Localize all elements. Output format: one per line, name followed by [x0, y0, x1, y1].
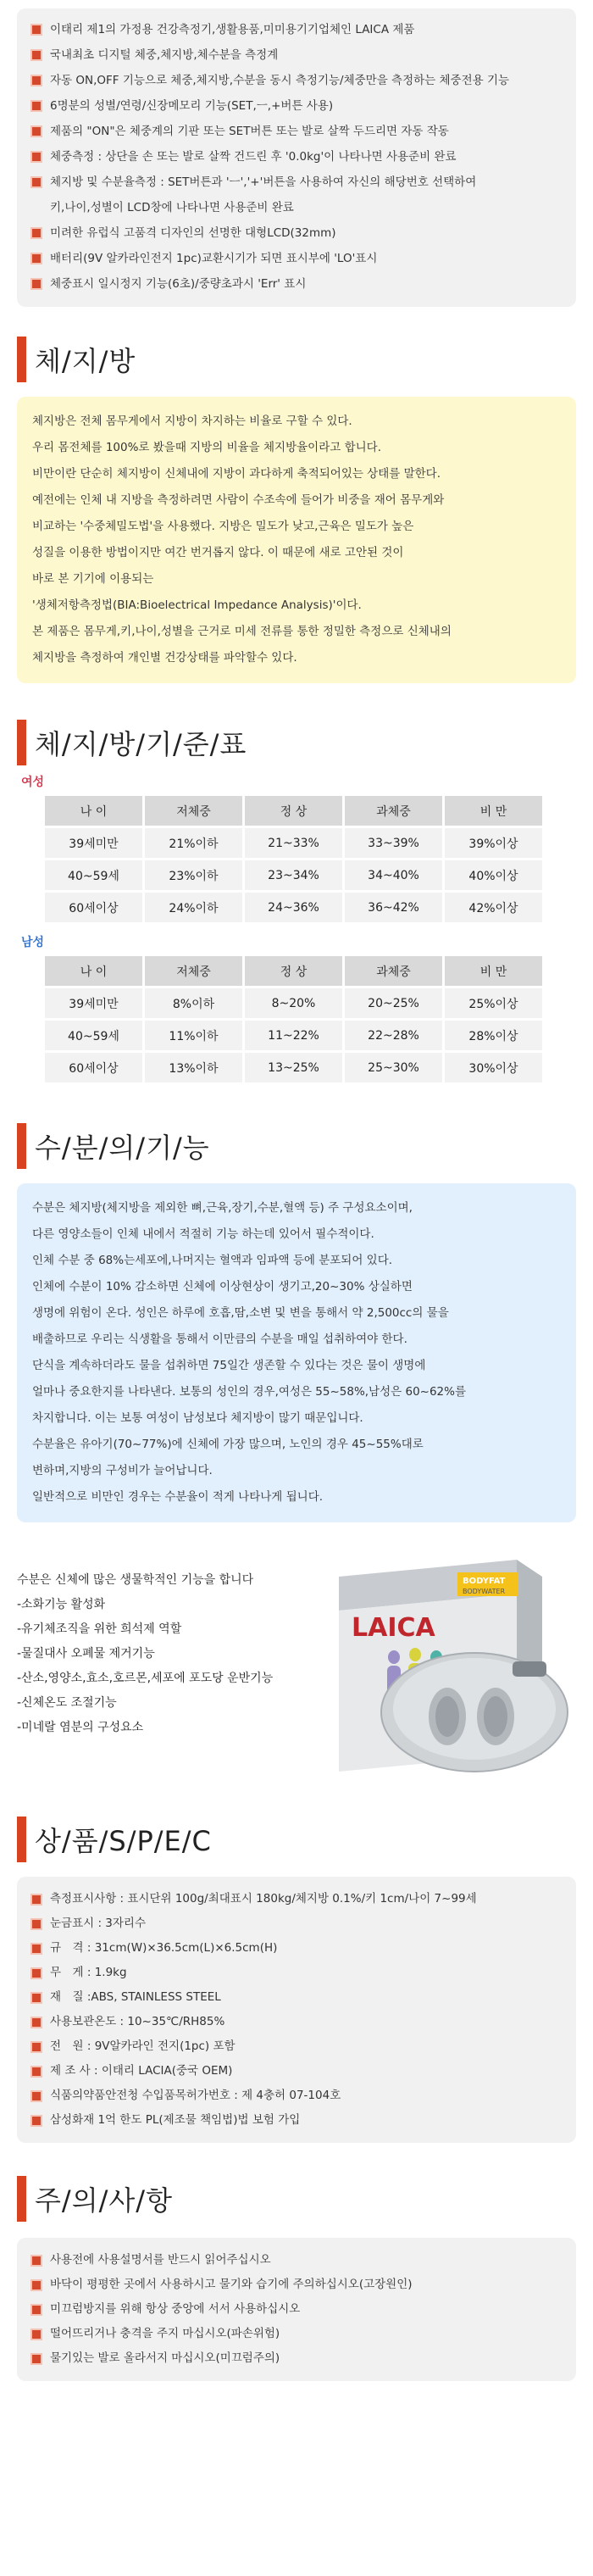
- water-line: 다른 영양소들이 인체 내에서 적절히 기능 하는데 있어서 필수적이다.: [32, 1227, 374, 1241]
- spec-item-text: 규 격 : 31cm(W)×36.5cm(L)×6.5cm(H): [50, 1941, 278, 1955]
- feature-item: [30, 17, 563, 42]
- spec-item-text: 눈금표시 : 3자리수: [50, 1917, 147, 1930]
- fat-description: [17, 397, 576, 683]
- male-label: 남성: [21, 936, 45, 949]
- feature-text: 배터리(9V 알카라인전지 1pc)교환시기가 되면 표시부에 'LO'표시: [50, 252, 378, 265]
- table-row: [45, 1053, 542, 1082]
- bullet-icon: [30, 2328, 42, 2340]
- feature-item: [30, 220, 563, 246]
- title-bar: [17, 1817, 26, 1862]
- caution-item: [30, 2273, 563, 2297]
- spec-item-text: 재 질 :ABS, STAINLESS STEEL: [50, 1990, 221, 2004]
- table-cell: 11~22%: [245, 1021, 342, 1050]
- product-box-illustration: [305, 1543, 576, 1797]
- fat-line: 우리 몸전체를 100%로 봤을때 지방의 비율을 체지방율이라고 합니다.: [32, 441, 381, 454]
- female-label: 여성: [21, 776, 45, 789]
- table-row: [45, 988, 542, 1018]
- water-line: 생명에 위험이 온다. 성인은 하루에 호흡,땀,소변 및 변을 통해서 약 2,500cc의 물을: [32, 1306, 449, 1320]
- bullet-icon: [30, 125, 42, 137]
- table-cell: 24~36%: [245, 893, 342, 922]
- spec-item-text: 측정표시사항 : 표시단위 100g/최대표시 180kg/체지방 0.1%/키 1cm/나이 7~99세: [50, 1892, 477, 1906]
- bullet-icon: [30, 1894, 42, 1906]
- bullet-icon: [30, 75, 42, 86]
- caution-item: [30, 2346, 563, 2371]
- table-header-row: [45, 796, 542, 826]
- caution-item-text: 물기있는 발로 올라서지 마십시오(미끄럼주의): [50, 2351, 280, 2365]
- table-cell: 21~33%: [245, 828, 342, 858]
- feature-text: 자동 ON,OFF 기능으로 체중,체지방,수분을 동시 측정기능/체중만을 측정하는 체중전용 기능: [50, 74, 510, 87]
- water-line: 차지합니다. 이는 보통 여성이 남성보다 체지방이 많기 때문입니다.: [32, 1411, 363, 1425]
- water-line: 인체 수분 중 68%는세포에,나머지는 혈액과 임파액 등에 분포되어 있다.: [32, 1254, 393, 1267]
- table-cell: 22~28%: [345, 1021, 442, 1050]
- table-header-cell: 저체중: [145, 796, 242, 826]
- water-functions-row: [17, 1543, 576, 1797]
- bullet-icon: [30, 2066, 42, 2078]
- function-line: -미네랄 염분의 구성요소: [17, 1721, 144, 1734]
- table-cell: 42%이상: [445, 893, 542, 922]
- bullet-icon: [30, 1918, 42, 1930]
- bodyfat-tag: BODYFAT: [463, 1577, 506, 1586]
- table-cell: 25%이상: [445, 988, 542, 1018]
- function-line: -유기체조직을 위한 희석제 역할: [17, 1622, 182, 1636]
- water-line: 수분율은 유아기(70~77%)에 신체에 가장 많으며, 노인의 경우 45~55%대로: [32, 1438, 424, 1451]
- water-functions-list: [17, 1543, 305, 1797]
- feature-text: 제품의 "ON"은 체중계의 기판 또는 SET버튼 또는 발로 살짝 두드리면 자동 작동: [50, 125, 449, 138]
- table-cell: 36~42%: [345, 893, 442, 922]
- feature-item: [30, 93, 563, 119]
- spec-item: [30, 1887, 563, 1911]
- title-bar: [17, 1123, 26, 1169]
- table-row: [45, 893, 542, 922]
- table-cell: 33~39%: [345, 828, 442, 858]
- laica-logo: LAICA: [352, 1613, 435, 1643]
- table-header-cell: 나 이: [45, 956, 142, 986]
- table-cell: 40~59세: [45, 1021, 142, 1050]
- table-cell: 25~30%: [345, 1053, 442, 1082]
- table-cell: 8~20%: [245, 988, 342, 1018]
- table-row: [45, 1021, 542, 1050]
- bullet-icon: [30, 253, 42, 264]
- bullet-icon: [30, 100, 42, 112]
- standard-title: 체/지/방/기/준/표: [35, 728, 247, 760]
- feature-text: 6명분의 성별/연령/신장메모리 기능(SET,ㅡ,+버튼 사용): [50, 99, 334, 113]
- feature-text: 키,나이,성별이 LCD창에 나타나면 사용준비 완료: [50, 201, 294, 214]
- caution-section-title: [17, 2173, 593, 2224]
- spec-title: 상/품/S/P/E/C: [35, 1825, 212, 1857]
- fat-line: 예전에는 인체 내 지방을 측정하려면 사람이 수조속에 들어가 비중을 재어 몸무게와: [32, 493, 445, 507]
- water-section-title: [17, 1121, 593, 1171]
- spec-section-title: [17, 1814, 593, 1865]
- table-header-cell: 저체중: [145, 956, 242, 986]
- bullet-icon: [30, 2090, 42, 2102]
- table-cell: 28%이상: [445, 1021, 542, 1050]
- bullet-icon: [30, 2255, 42, 2267]
- spec-item: [30, 2084, 563, 2108]
- water-line: 얼마나 중요한지를 나타낸다. 보통의 성인의 경우,여성은 55~58%,남성은 60~62%를: [32, 1385, 467, 1399]
- water-title: 수/분/의/기/능: [35, 1132, 210, 1164]
- bullet-icon: [30, 227, 42, 239]
- bodywater-tag: BODYWATER: [463, 1588, 506, 1595]
- function-line: -신체온도 조절기능: [17, 1696, 117, 1710]
- table-cell: 30%이상: [445, 1053, 542, 1082]
- spec-item: [30, 2034, 563, 2059]
- spec-item-text: 전 원 : 9V알카라인 전지(1pc) 포함: [50, 2039, 236, 2053]
- feature-item: [30, 42, 563, 68]
- table-cell: 39%이상: [445, 828, 542, 858]
- table-row: [45, 860, 542, 890]
- bullet-icon: [30, 2304, 42, 2316]
- spec-item-text: 삼성화재 1억 한도 PL(제조물 책임법)법 보험 가입: [50, 2113, 301, 2127]
- fat-line: 본 제품은 몸무게,키,나이,성별을 근거로 미세 전류를 통한 정밀한 측정으로 신체내의: [32, 625, 452, 638]
- fat-line: 체지방은 전체 몸무게에서 지방이 차지하는 비율로 구할 수 있다.: [32, 414, 352, 428]
- table-cell: 39세미만: [45, 988, 142, 1018]
- water-line: 배출하므로 우리는 식생활을 통해서 이만큼의 수분을 매일 섭취하여야 한다.: [32, 1333, 407, 1346]
- feature-text: 체중측정 : 상단을 손 또는 발로 살짝 건드린 후 '0.0kg'이 나타나면 사용준비 완료: [50, 150, 457, 164]
- table-header-row: [45, 956, 542, 986]
- water-line: 일반적으로 비만인 경우는 수분율이 적게 나타나게 됩니다.: [32, 1490, 324, 1504]
- feature-item: [30, 195, 563, 220]
- bullet-icon: [30, 151, 42, 163]
- bullet-icon: [30, 2017, 42, 2028]
- table-cell: 13~25%: [245, 1053, 342, 1082]
- product-box-image: [305, 1543, 576, 1797]
- spec-item: [30, 1985, 563, 2010]
- feature-text: 체지방 및 수분율측정 : SET버튼과 'ㅡ','+'버튼을 사용하여 자신의 해당번호 선택하여: [50, 175, 477, 189]
- spec-item: [30, 1961, 563, 1985]
- spec-item: [30, 1911, 563, 1936]
- bullet-icon: [30, 2041, 42, 2053]
- table-cell: 60세이상: [45, 1053, 142, 1082]
- bullet-icon: [30, 176, 42, 188]
- caution-item-text: 바닥이 평평한 곳에서 사용하시고 물기와 습기에 주의하십시오(고장원인): [50, 2278, 413, 2291]
- title-bar: [17, 2176, 26, 2222]
- feature-item: [30, 170, 563, 195]
- caution-item-text: 미끄럼방지를 위해 항상 중앙에 서서 사용하십시오: [50, 2302, 301, 2316]
- water-line: 수분은 체지방(체지방을 제외한 뼈,근육,장기,수분,혈액 등) 주 구성요소이며,: [32, 1201, 413, 1215]
- feature-text: 미려한 유럽식 고품격 디자인의 선명한 대형LCD(32mm): [50, 226, 336, 240]
- caution-item: [30, 2297, 563, 2322]
- table-cell: 40~59세: [45, 860, 142, 890]
- water-line: 변하며,지방의 구성비가 늘어납니다.: [32, 1464, 213, 1477]
- function-line: -산소,영양소,효소,호르몬,세포에 포도당 운반기능: [17, 1672, 274, 1685]
- table-cell: 60세이상: [45, 893, 142, 922]
- table-header-cell: 과체중: [345, 796, 442, 826]
- caution-list: [17, 2238, 576, 2381]
- bullet-icon: [30, 2115, 42, 2127]
- spec-item-text: 제 조 사 : 이태리 LACIA(중국 OEM): [50, 2064, 233, 2078]
- table-header-cell: 과체중: [345, 956, 442, 986]
- table-cell: 20~25%: [345, 988, 442, 1018]
- water-line: 단식을 계속하더라도 물을 섭취하면 75일간 생존할 수 있다는 것은 물이 생명에: [32, 1359, 426, 1372]
- spec-list: [17, 1877, 576, 2143]
- spec-item: [30, 2108, 563, 2133]
- function-line: 수분은 신체에 많은 생물학적인 기능을 합니다: [17, 1573, 254, 1587]
- table-header-cell: 정 상: [245, 796, 342, 826]
- bullet-icon: [30, 2353, 42, 2365]
- title-bar: [17, 720, 26, 765]
- bullet-icon: [30, 2279, 42, 2291]
- table-cell: 34~40%: [345, 860, 442, 890]
- fat-line: 비교하는 '수중체밀도법'을 사용했다. 지방은 밀도가 낮고,근육은 밀도가 높은: [32, 520, 414, 533]
- fat-section-title: [17, 334, 593, 385]
- feature-list: [17, 8, 576, 307]
- function-line: -물질대사 오폐물 제거기능: [17, 1647, 155, 1661]
- feature-item: [30, 119, 563, 144]
- spec-item: [30, 2010, 563, 2034]
- caution-title: 주/의/사/항: [35, 2184, 173, 2217]
- water-description: [17, 1183, 576, 1522]
- table-header-cell: 나 이: [45, 796, 142, 826]
- bullet-icon: [30, 24, 42, 36]
- table-cell: 24%이하: [145, 893, 242, 922]
- feature-item: [30, 271, 563, 297]
- spec-item-text: 무 게 : 1.9kg: [50, 1966, 127, 1979]
- water-line: 인체에 수분이 10% 감소하면 신체에 이상현상이 생기고,20~30% 상실하면: [32, 1280, 413, 1294]
- standard-section-title: [17, 717, 593, 768]
- spec-item-text: 사용보관온도 : 10~35℃/RH85%: [50, 2015, 225, 2028]
- caution-item-text: 사용전에 사용설명서를 반드시 읽어주십시오: [50, 2253, 271, 2267]
- spec-item-text: 식품의약품안전청 수입품목허가번호 : 제 4충허 07-104호: [50, 2089, 341, 2102]
- table-cell: 13%이하: [145, 1053, 242, 1082]
- bullet-icon: [30, 202, 42, 214]
- feature-text: 체중표시 일시정지 기능(6초)/중량초과시 'Err' 표시: [50, 277, 307, 291]
- fat-line: 바로 본 기기에 이용되는: [32, 572, 154, 586]
- table-cell: 39세미만: [45, 828, 142, 858]
- feature-text: 이태리 제1의 가정용 건강측정기,생활용품,미미용기기업체인 LAICA 제품: [50, 23, 415, 36]
- male-standard-table: [42, 954, 545, 1085]
- fat-line: 체지방을 측정하여 개인별 건강상태를 파악할수 있다.: [32, 651, 297, 665]
- title-bar: [17, 337, 26, 382]
- table-cell: 40%이상: [445, 860, 542, 890]
- table-header-cell: 비 만: [445, 796, 542, 826]
- table-cell: 11%이하: [145, 1021, 242, 1050]
- function-line: -소화기능 활성화: [17, 1598, 106, 1611]
- feature-item: [30, 246, 563, 271]
- fat-line: '생체저항측정법(BIA:Bioelectrical Impedance Analysis)'이다.: [32, 598, 362, 612]
- table-row: [45, 828, 542, 858]
- feature-item: [30, 68, 563, 93]
- spec-item: [30, 1936, 563, 1961]
- table-cell: 23~34%: [245, 860, 342, 890]
- caution-item: [30, 2248, 563, 2273]
- table-header-cell: 비 만: [445, 956, 542, 986]
- fat-line: 비만이란 단순히 체지방이 신체내에 지방이 과다하게 축적되어있는 상태를 말한다.: [32, 467, 441, 481]
- female-standard-table: [42, 793, 545, 925]
- bullet-icon: [30, 49, 42, 61]
- table-cell: 8%이하: [145, 988, 242, 1018]
- bullet-icon: [30, 278, 42, 290]
- fat-title: 체/지/방: [35, 345, 136, 377]
- table-header-cell: 정 상: [245, 956, 342, 986]
- bullet-icon: [30, 1992, 42, 2004]
- feature-text: 국내최초 디지털 체중,체지방,체수분을 측정계: [50, 48, 279, 62]
- spec-item: [30, 2059, 563, 2084]
- fat-line: 성질을 이용한 방법이지만 여간 번거롭지 않다. 이 때문에 새로 고안된 것이: [32, 546, 404, 559]
- feature-item: [30, 144, 563, 170]
- bullet-icon: [30, 1967, 42, 1979]
- caution-item-text: 떨어뜨리거나 충격을 주지 마십시오(파손위험): [50, 2327, 280, 2340]
- bullet-icon: [30, 1943, 42, 1955]
- table-cell: 23%이하: [145, 860, 242, 890]
- caution-item: [30, 2322, 563, 2346]
- scale-display: [513, 1661, 546, 1677]
- table-cell: 21%이하: [145, 828, 242, 858]
